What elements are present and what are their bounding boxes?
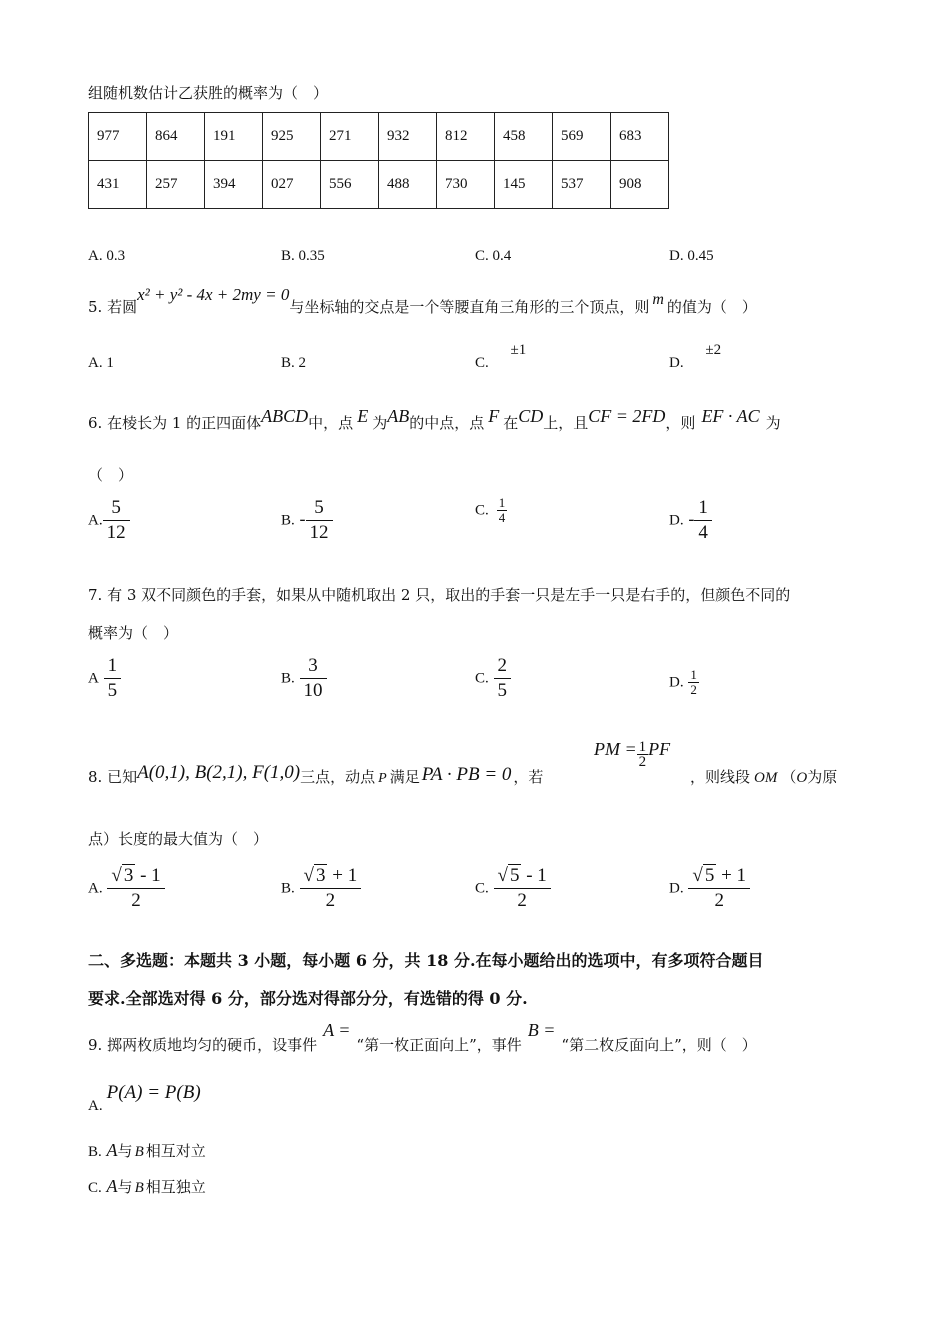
denominator: 5 — [107, 680, 118, 701]
q9-option-c[interactable] — [88, 1176, 206, 1197]
table-cell: 730 — [437, 161, 495, 209]
option-label: C. — [475, 880, 489, 897]
denominator: 2 — [714, 890, 724, 911]
q8-line2: 点）长度的最大值为（ ） — [88, 830, 269, 848]
q8-points: A(0,1), B(2,1), F(1,0) — [137, 762, 301, 783]
numerator: 1 — [498, 495, 506, 510]
operator: + 1 — [327, 865, 358, 886]
table-cell: 812 — [437, 113, 495, 161]
option-label: A. — [88, 512, 103, 529]
q7-option-a[interactable] — [88, 654, 121, 703]
q8-stem-end — [690, 766, 837, 787]
q6-option-c[interactable] — [475, 496, 507, 525]
q8-pm-eq — [594, 740, 670, 769]
table-row — [89, 113, 669, 161]
denominator: 10 — [303, 680, 323, 701]
option-label: B. — [281, 670, 295, 687]
operator: + 1 — [716, 865, 747, 886]
q6-condition: CF = 2FD — [588, 406, 666, 426]
sign: - — [299, 508, 306, 529]
table-cell: 271 — [321, 113, 379, 161]
q8-condition: PA · PB = 0 — [421, 764, 512, 785]
q5-option-c[interactable] — [475, 342, 527, 372]
q5-prefix: 5. 若圆 — [88, 298, 138, 316]
q6-text: 中，点 — [308, 414, 354, 432]
radicand: 3 — [315, 865, 326, 886]
option-label: B. — [281, 355, 295, 371]
denominator: 2 — [325, 890, 336, 911]
q7-line1: 7. 有 3 双不同颜色的手套，如果从中随机取出 2 只，取出的手套一只是左手一只是右手的，但颜色不同的 — [88, 586, 791, 604]
table-cell: 145 — [495, 161, 553, 209]
q6-text: 6. 在棱长为 1 的正四面体 — [88, 414, 262, 432]
option-label: B. — [88, 1144, 102, 1160]
option-label: A. — [88, 355, 103, 371]
q6-text: ，则 — [665, 414, 696, 432]
q6-paren: （ ） — [88, 466, 134, 484]
numerator: 1 — [694, 496, 712, 521]
event-a: A — [106, 1140, 118, 1160]
denominator: 12 — [106, 522, 126, 543]
option-label: A — [88, 670, 99, 687]
q9-event-a: A = — [323, 1020, 351, 1040]
option-label: D. — [669, 355, 684, 371]
q8-text: 满足 — [389, 768, 420, 786]
option-label: C. — [475, 502, 489, 519]
q4-option-b[interactable]: B. 0.35 — [281, 248, 325, 264]
q6-ab: AB — [387, 406, 410, 426]
radicand: 5 — [509, 865, 520, 886]
q6-stem — [88, 406, 781, 433]
radicand: 3 — [123, 865, 134, 886]
denominator: 4 — [498, 510, 506, 525]
denominator: 4 — [698, 522, 708, 543]
q6-point-e: E — [357, 406, 369, 426]
option-value: 1 — [106, 355, 114, 371]
table-cell: 257 — [147, 161, 205, 209]
section2-heading-line2: 要求.全部选对得 6 分，部分选对得部分分，有选错的得 0 分. — [88, 989, 528, 1008]
table-cell: 683 — [611, 113, 669, 161]
q7-option-b[interactable] — [281, 654, 327, 703]
event-b: B — [134, 1180, 144, 1196]
q5-end: 的值为（ ） — [666, 298, 757, 316]
numerator: 3 — [300, 654, 327, 679]
table-cell: 932 — [379, 113, 437, 161]
q8-point-p: P — [378, 771, 387, 786]
event-a: A — [106, 1176, 118, 1196]
q8-pf: PF — [648, 738, 671, 759]
option-label: A. — [88, 880, 103, 897]
q4-option-a[interactable]: A. 0.3 — [88, 248, 126, 264]
option-label: B. — [281, 880, 295, 897]
numerator: 5 — [306, 496, 333, 521]
q8-text: ，若 — [513, 768, 544, 786]
q8-option-d[interactable]: D. $\frac{√ 5 + 1}{2}$ — [669, 864, 750, 913]
denominator: 2 — [517, 890, 527, 911]
q6-text: 上，且 — [543, 414, 589, 432]
option-label: B. — [281, 512, 295, 529]
numerator: 1 — [638, 739, 647, 755]
table-cell: 908 — [611, 161, 669, 209]
option-label: D. — [669, 880, 684, 897]
operator: - 1 — [521, 865, 547, 886]
q8-stem — [88, 762, 544, 788]
q9-option-a[interactable] — [88, 1082, 201, 1116]
option-label: A. — [88, 1098, 103, 1114]
q6-text: 的中点，点 — [409, 414, 485, 432]
option-label: D. — [669, 512, 684, 529]
table-cell: 191 — [205, 113, 263, 161]
q7-option-d[interactable] — [669, 668, 699, 697]
table-cell: 488 — [379, 161, 437, 209]
option-label: D. — [669, 674, 684, 691]
q7-line2: 概率为（ ） — [88, 624, 179, 642]
q8-option-b[interactable]: B. $\frac{√ 3 + 1}{2}$ — [281, 864, 361, 913]
option-label: C. — [475, 355, 489, 371]
table-cell: 027 — [263, 161, 321, 209]
random-number-table — [88, 112, 669, 209]
option-text: 相互对立 — [145, 1142, 206, 1160]
q6-tetra: ABCD — [261, 406, 309, 426]
q6-point-f: F — [488, 406, 500, 426]
q8-text: 为原 — [807, 768, 838, 786]
q8-option-a[interactable]: A. $\frac{√ 3 - 1}{2}$ — [88, 864, 165, 913]
q5-equation: x² + y² - 4x + 2my = 0 — [137, 285, 290, 304]
option-label: C. — [475, 670, 489, 687]
intro-line: 组随机数估计乙获胜的概率为（ ） — [88, 84, 329, 102]
q8-pm: PM = — [594, 738, 637, 759]
operator: - 1 — [135, 865, 161, 886]
q6-text: 为 — [372, 414, 388, 432]
q4-option-c[interactable]: C. 0.4 — [475, 248, 512, 264]
table-cell: 925 — [263, 113, 321, 161]
table-cell: 864 — [147, 113, 205, 161]
q8-om: OM — [754, 770, 778, 786]
table-cell: 458 — [495, 113, 553, 161]
numerator: 2 — [494, 654, 512, 679]
table-cell: 977 — [89, 113, 147, 161]
option-text: 相互独立 — [145, 1178, 206, 1196]
table-row — [89, 161, 669, 209]
q8-text: （ — [781, 768, 797, 786]
q8-origin: O — [796, 770, 808, 786]
q5-option-b[interactable] — [281, 355, 306, 372]
option-value: 2 — [298, 355, 307, 371]
connector: 与 — [117, 1178, 133, 1196]
option-value: P(A) = P(B) — [106, 1082, 201, 1103]
option-value: ±1 — [510, 342, 527, 358]
table-cell: 537 — [553, 161, 611, 209]
q6-cd: CD — [518, 406, 544, 426]
q8-text: 8. 已知 — [88, 768, 138, 786]
numerator: 5 — [103, 496, 130, 521]
sign: - — [688, 508, 695, 529]
section2-heading-line1: 二、多选题：本题共 3 小题，每小题 6 分，共 18 分.在每小题给出的选项中，有多项符合题目 — [88, 951, 764, 970]
denominator: 2 — [131, 890, 141, 911]
denominator: 12 — [309, 522, 329, 543]
q5-option-a[interactable] — [88, 355, 114, 372]
q6-option-d[interactable] — [669, 496, 712, 545]
q9-text: 9. 掷两枚质地均匀的硬币，设事件 — [88, 1036, 318, 1054]
q6-text: 在 — [503, 414, 519, 432]
denominator: 2 — [690, 682, 697, 697]
event-b: B — [134, 1144, 144, 1160]
table-cell: 431 — [89, 161, 147, 209]
q9-stem — [88, 1020, 757, 1055]
option-label: C. — [88, 1180, 102, 1196]
q6-option-b[interactable] — [281, 496, 333, 545]
q9-text: “第二枚反面向上”，则（ ） — [561, 1036, 757, 1054]
q7-option-c[interactable] — [475, 654, 511, 703]
q8-text: 三点，动点 — [300, 768, 376, 786]
denominator: 5 — [497, 680, 508, 701]
q4-option-d[interactable]: D. 0.45 — [669, 248, 714, 264]
q9-text: “第一枚正面向上”，事件 — [356, 1036, 522, 1054]
q6-text: 为 — [765, 414, 781, 432]
q5-var: m — [652, 291, 664, 308]
connector: 与 — [117, 1142, 133, 1160]
q8-option-c[interactable]: C. $\frac{√ 5 - 1}{2}$ — [475, 864, 551, 913]
q9-event-b: B = — [527, 1020, 556, 1040]
q5-stem — [88, 285, 757, 317]
table-cell: 556 — [321, 161, 379, 209]
table-cell: 569 — [553, 113, 611, 161]
option-value: ±2 — [705, 342, 722, 358]
numerator: 1 — [690, 667, 697, 682]
q5-option-d[interactable] — [669, 342, 722, 372]
q8-text: ，则线段 — [690, 768, 751, 786]
q6-option-a[interactable] — [88, 496, 130, 545]
denominator: 2 — [638, 754, 647, 770]
numerator: 1 — [104, 654, 122, 679]
q5-suffix: 与坐标轴的交点是一个等腰直角三角形的三个顶点，则 — [289, 298, 650, 316]
radicand: 5 — [704, 865, 715, 886]
q9-option-b[interactable] — [88, 1140, 206, 1161]
table-cell: 394 — [205, 161, 263, 209]
q6-dot-product: EF · AC — [701, 406, 760, 426]
